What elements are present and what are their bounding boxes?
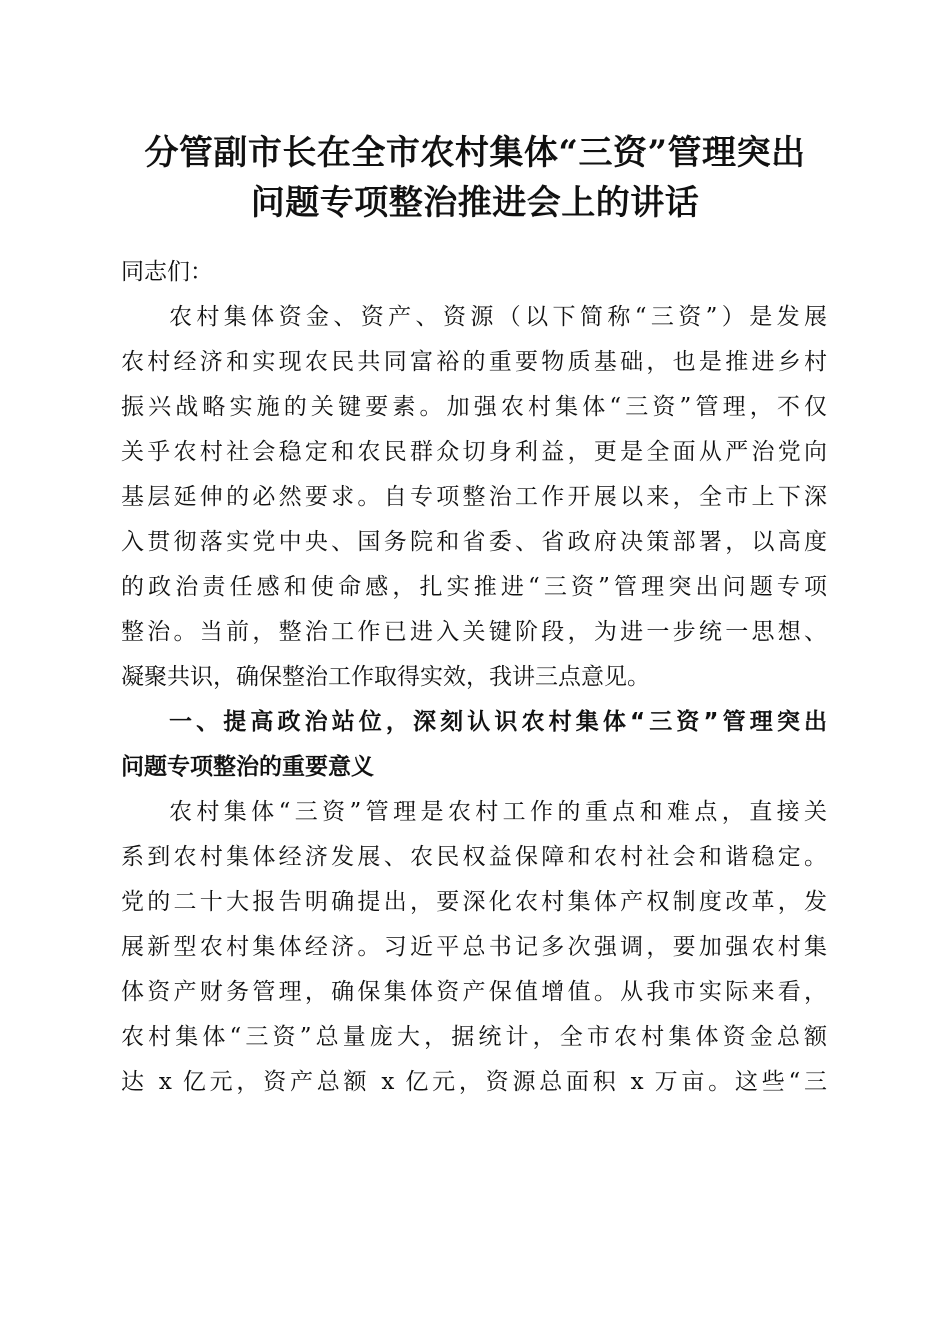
paragraph-2 [121, 790, 827, 1105]
paragraph-2-line: 系到农村集体经济发展、农民权益保障和农村社会和谐稳定。 [121, 844, 827, 870]
paragraph-2-line: 展新型农村集体经济。习近平总书记多次强调，要加强农村集 [121, 934, 827, 960]
paragraph-1-line: 基层延伸的必然要求。自专项整治工作开展以来，全市上下深 [121, 484, 827, 510]
document-title [110, 128, 840, 228]
paragraph-2-line: 体资产财务管理，确保集体资产保值增值。从我市实际来看， [121, 979, 827, 1005]
paragraph-1-line: 凝聚共识，确保整治工作取得实效，我讲三点意见。 [121, 664, 650, 690]
paragraph-1-line: 入贯彻落实党中央、国务院和省委、省政府决策部署，以高度 [121, 529, 827, 555]
document-body [121, 250, 827, 1105]
title-line-1: 分管副市长在全市农村集体“三资”管理突出 [144, 133, 806, 173]
paragraph-1-line: 农村经济和实现农民共同富裕的重要物质基础，也是推进乡村 [121, 349, 827, 375]
paragraph-2-line: 达 x 亿元，资产总额 x 亿元，资源总面积 x 万亩。这些“三 [121, 1069, 827, 1095]
paragraph-1-line: 整治。当前，整治工作已进入关键阶段，为进一步统一思想、 [121, 619, 827, 645]
title-line-2: 问题专项整治推进会上的讲话 [250, 183, 700, 223]
paragraph-1-line: 的政治责任感和使命感，扎实推进“三资”管理突出问题专项 [121, 574, 827, 600]
paragraph-2-line: 农村集体“三资”总量庞大，据统计，全市农村集体资金总额 [121, 1024, 827, 1050]
greeting: 同志们： [121, 259, 213, 285]
heading-line: 问题专项整治的重要意义 [121, 754, 374, 780]
heading-line: 一、提高政治站位，深刻认识农村集体“三资”管理突出 [169, 709, 827, 735]
paragraph-2-line: 党的二十大报告明确提出，要深化农村集体产权制度改革，发 [121, 889, 827, 915]
paragraph-1-line: 农村集体资金、资产、资源（以下简称“三资”）是发展 [169, 304, 827, 330]
section-heading-1 [121, 700, 827, 790]
paragraph-2-line: 农村集体“三资”管理是农村工作的重点和难点，直接关 [169, 799, 827, 825]
paragraph-1-line: 关乎农村社会稳定和农民群众切身利益，更是全面从严治党向 [121, 439, 827, 465]
paragraph-1 [121, 295, 827, 700]
paragraph-1-line: 振兴战略实施的关键要素。加强农村集体“三资”管理，不仅 [121, 394, 827, 420]
